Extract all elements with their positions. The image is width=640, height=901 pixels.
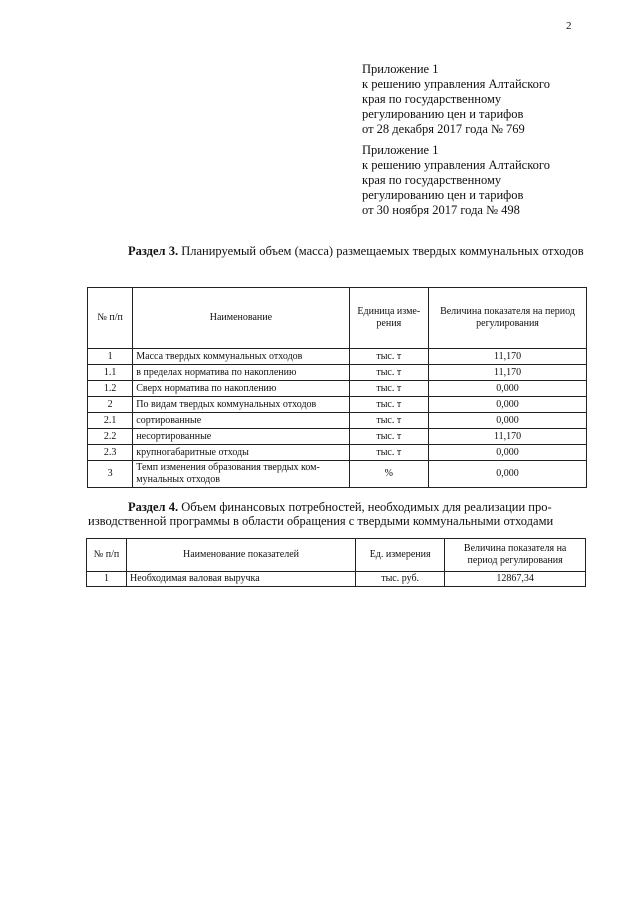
header-value: Величина показателя на период регулирования <box>429 288 587 349</box>
row-num: 1 <box>87 572 127 587</box>
appendix-line: от 28 декабря 2017 года № 769 <box>362 122 525 136</box>
row-num: 2.3 <box>88 445 133 461</box>
table-header-row <box>87 539 586 572</box>
section-4-title: Объем финансовых потребностей, необходимых для реализации про-изводственной программы в области обращения с твердыми коммунальными отходами <box>88 500 554 528</box>
row-num: 2.2 <box>88 429 133 445</box>
row-unit: тыс. т <box>349 365 428 381</box>
row-name: сортированные <box>133 413 349 429</box>
appendix-line: регулированию цен и тарифов <box>362 107 524 121</box>
appendix-line: Приложение 1 <box>362 62 439 76</box>
row-value: 0,000 <box>429 397 587 413</box>
header-name: Наименование показателей <box>127 539 356 572</box>
table-header-row <box>88 288 587 349</box>
row-unit: тыс. т <box>349 349 428 365</box>
table-row <box>88 445 587 461</box>
appendix-line: от 30 ноября 2017 года № 498 <box>362 203 520 217</box>
row-name: Масса твердых коммунальных отходов <box>133 349 349 365</box>
row-name: Темп изменения образования твердых ком-мунальных отходов <box>133 461 349 488</box>
section-4-heading <box>88 500 584 528</box>
appendix-line: к решению управления Алтайского <box>362 77 550 91</box>
row-num: 1 <box>88 349 133 365</box>
page-number: 2 <box>566 20 572 32</box>
row-num: 1.2 <box>88 381 133 397</box>
header-num: № п/п <box>87 539 127 572</box>
row-unit: тыс. т <box>349 397 428 413</box>
header-unit: Единица изме-рения <box>349 288 428 349</box>
row-num: 3 <box>88 461 133 488</box>
row-value: 0,000 <box>429 381 587 397</box>
row-name: Необходимая валовая выручка <box>127 572 356 587</box>
header-name: Наименование <box>133 288 349 349</box>
row-value: 0,000 <box>429 445 587 461</box>
appendix-line: края по государственному <box>362 173 502 187</box>
row-num: 1.1 <box>88 365 133 381</box>
row-unit: тыс. т <box>349 381 428 397</box>
table-row <box>88 429 587 445</box>
row-unit: тыс. т <box>349 429 428 445</box>
appendix-2-block <box>362 143 550 218</box>
appendix-line: к решению управления Алтайского <box>362 158 550 172</box>
header-num: № п/п <box>88 288 133 349</box>
row-unit: % <box>349 461 428 488</box>
section-3-title: Планируемый объем (масса) размещаемых твердых коммунальных отходов <box>178 244 584 258</box>
row-name: По видам твердых коммунальных отходов <box>133 397 349 413</box>
section-3-heading <box>88 244 584 258</box>
section-3-table <box>87 287 587 488</box>
section-4-table <box>86 538 586 587</box>
row-value: 11,170 <box>429 365 587 381</box>
row-unit: тыс. т <box>349 445 428 461</box>
row-name: в пределах норматива по накоплению <box>133 365 349 381</box>
section-4-label: Раздел 4. <box>128 500 179 514</box>
header-value: Величина показателя на период регулирования <box>445 539 586 572</box>
table-row <box>88 365 587 381</box>
appendix-line: Приложение 1 <box>362 143 439 157</box>
table-row <box>88 397 587 413</box>
header-unit: Ед. измерения <box>355 539 444 572</box>
table-row <box>88 381 587 397</box>
table-row <box>88 413 587 429</box>
row-value: 0,000 <box>429 413 587 429</box>
row-name: крупногабаритные отходы <box>133 445 349 461</box>
appendix-1-block <box>362 62 550 137</box>
row-num: 2 <box>88 397 133 413</box>
appendix-line: регулированию цен и тарифов <box>362 188 524 202</box>
row-num: 2.1 <box>88 413 133 429</box>
row-name: несортированные <box>133 429 349 445</box>
row-value: 11,170 <box>429 349 587 365</box>
row-value: 11,170 <box>429 429 587 445</box>
section-3-label: Раздел 3. <box>128 244 179 258</box>
row-unit: тыс. т <box>349 413 428 429</box>
row-value: 0,000 <box>429 461 587 488</box>
row-name: Сверх норматива по накоплению <box>133 381 349 397</box>
appendix-line: края по государственному <box>362 92 502 106</box>
row-value: 12867,34 <box>445 572 586 587</box>
table-row <box>87 572 586 587</box>
table-row <box>88 461 587 488</box>
table-row <box>88 349 587 365</box>
row-unit: тыс. руб. <box>355 572 444 587</box>
